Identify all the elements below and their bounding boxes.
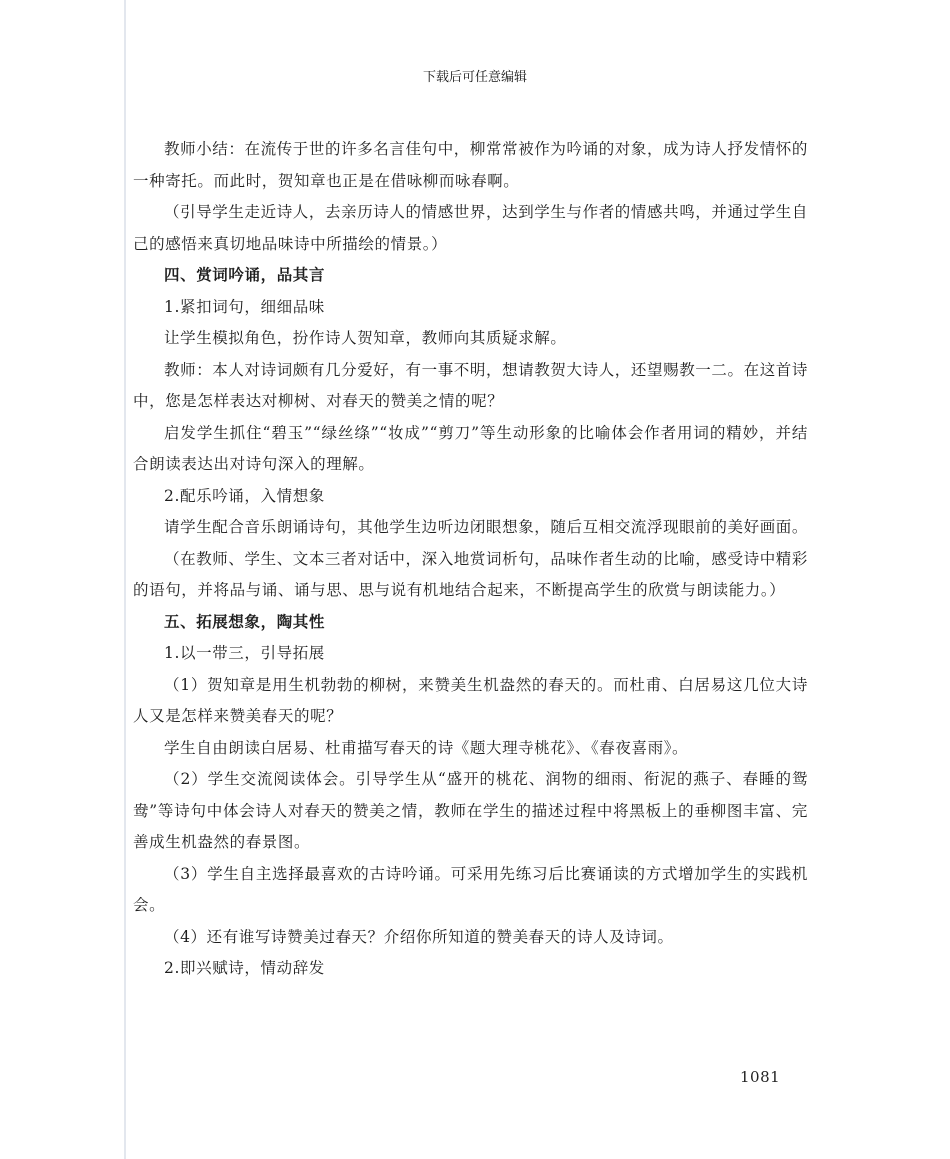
paragraph-music-recital: 请学生配合音乐朗诵诗句，其他学生边听边闭眼想象，随后互相交流浮现眼前的美好画面。 [164, 518, 809, 536]
subheading-4-1: 1.紧扣词句，细细品味 [164, 297, 325, 316]
paragraph-guide-note-2: （在教师、学生、文本三者对话中，深入地赏词析句，品味作者生动的比喻，感受诗中精彩的语句，并将品与诵、诵与思、思与说有机地结合起来，不断提高学生的欣赏与朗读能力。） [133, 549, 809, 599]
paragraph-guide-note-1: （引导学生走近诗人，去亲历诗人的情感世界，达到学生与作者的情感共鸣，并通过学生自己的感悟来真切地品味诗中所描绘的情景。） [133, 203, 809, 253]
page-number: 1081 [740, 1068, 781, 1086]
paragraph-item-1: （1）贺知章是用生机勃勃的柳树，来赞美生机盎然的春天的。而杜甫、白居易这几位大诗人又是怎样来赞美春天的呢？ [133, 675, 808, 725]
paragraph-teacher-question: 教师：本人对诗词颇有几分爱好，有一事不明，想请教贺大诗人，还望赐教一二。在这首诗中，您是怎样表达对柳树、对春天的赞美之情的呢？ [133, 360, 809, 410]
paragraph-item-4: （4）还有谁写诗赞美过春天？介绍你所知道的赞美春天的诗人及诗词。 [164, 927, 674, 946]
subheading-5-1: 1.以一带三，引导拓展 [164, 644, 325, 662]
paragraph-item-2: （2）学生交流阅读体会。引导学生从“盛开的桃花、润物的细雨、衔泥的燕子、春睡的鸳鸯”等诗句中体会诗人对春天的赞美之情，教师在学生的描述过程中将黑板上的垂柳图丰富、完善成生机盎然的春景图。 [133, 770, 808, 851]
page-left-edge [124, 0, 126, 1159]
section-heading-5: 五、拓展想象，陶其性 [164, 612, 326, 631]
paragraph-item-3: （3）学生自主选择最喜欢的古诗吟诵。可采用先练习后比赛诵读的方式增加学生的实践机会。 [133, 864, 808, 914]
section-heading-4: 四、赏词吟诵，品其言 [164, 266, 326, 284]
paragraph-metaphor-hint: 启发学生抓住“碧玉”“绿丝绦”“妆成”“剪刀”等生动形象的比喻体会作者用词的精妙，并结合朗读表达出对诗句深入的理解。 [133, 423, 808, 473]
subheading-4-2: 2.配乐吟诵，入情想象 [164, 486, 325, 505]
paragraph-teacher-summary: 教师小结：在流传于世的许多名言佳句中，柳常常被作为吟诵的对象，成为诗人抒发情怀的一种寄托。而此时，贺知章也正是在借咏柳而咏春啊。 [133, 140, 809, 190]
paragraph-role-play: 让学生模拟角色，扮作诗人贺知章，教师向其质疑求解。 [164, 329, 567, 347]
page-header: 下载后可任意编辑 [422, 70, 527, 85]
subheading-5-2: 2.即兴赋诗，情动辞发 [164, 959, 325, 977]
paragraph-free-reading: 学生自由朗读白居易、杜甫描写春天的诗《题大理寺桃花》、《春夜喜雨》。 [164, 738, 689, 757]
document-body [133, 134, 808, 985]
